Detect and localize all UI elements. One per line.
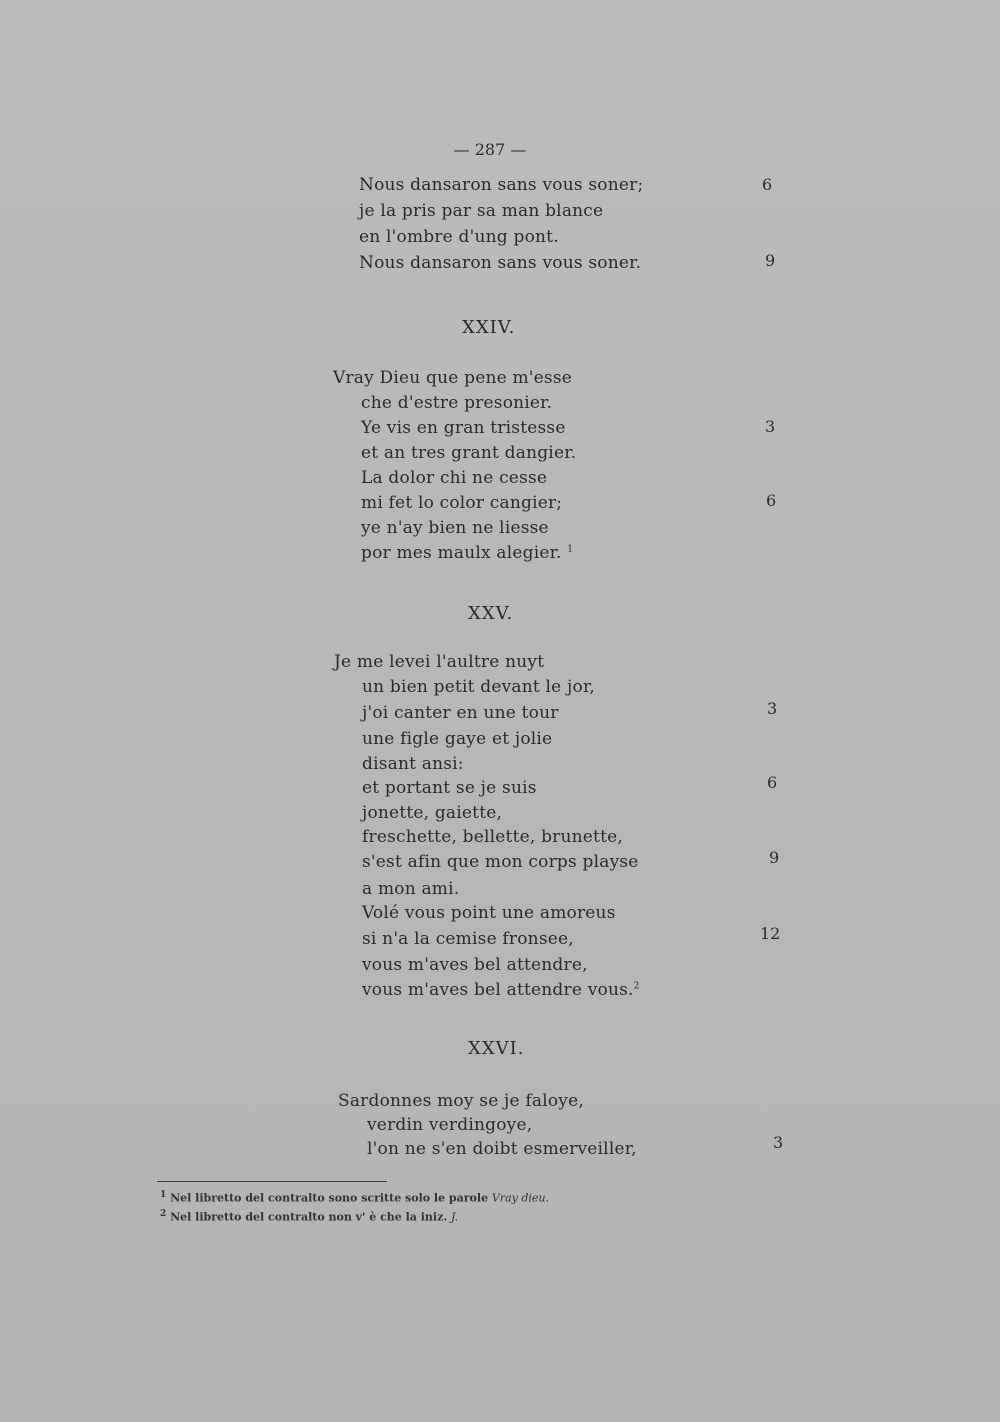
verse-line: une figle gaye et jolie (362, 729, 553, 749)
verse-line: je la pris par sa man blance (359, 201, 604, 221)
footnote-mark: 1 (160, 1190, 167, 1200)
verse-line: Volé vous point une amoreus (362, 903, 616, 923)
line-number: 12 (760, 924, 781, 943)
footnote-italic: Vray dieu. (491, 1191, 550, 1205)
footnote-ref: 1 (567, 544, 574, 555)
footnote-italic: J. (451, 1210, 459, 1224)
verse-line: Ye vis en gran tristesse (361, 418, 566, 438)
verse-line: La dolor chi ne cesse (361, 468, 548, 488)
verse-line: si n'a la cemise fronsee, (362, 929, 574, 949)
page-number: — 287 — (453, 140, 527, 159)
verse-line: s'est afin que mon corps playse (362, 852, 639, 872)
verse-line: l'on ne s'en doibt esmerveiller, (367, 1139, 637, 1159)
verse-text: por mes maulx alegier. (361, 543, 562, 563)
verse-line: Nous dansaron sans vous soner; (359, 175, 644, 195)
verse-line (362, 980, 640, 1000)
verse-line: vous m'aves bel attendre, (362, 955, 588, 975)
line-number: 3 (765, 417, 776, 436)
line-number: 3 (767, 699, 778, 718)
section-heading-xxiv: XXIV. (462, 317, 516, 338)
section-heading-xxv: XXV. (468, 603, 514, 624)
verse-line: disant ansi: (362, 754, 464, 774)
footnote-text: Nel libretto del contralto non v' è che la iniz. (170, 1210, 448, 1224)
verse-line: un bien petit devant le jor, (362, 677, 596, 697)
footnote-ref: 2 (633, 981, 640, 992)
verse-line: Nous dansaron sans vous soner. (359, 253, 642, 273)
verse-line: j'oi canter en une tour (362, 703, 559, 723)
verse-line (361, 543, 573, 563)
footnote-2 (160, 1209, 458, 1224)
verse-line: ye n'ay bien ne liesse (361, 518, 549, 538)
verse-line: en l'ombre d'ung pont. (359, 227, 559, 247)
footnote-mark: 2 (160, 1209, 167, 1219)
footnote-1 (160, 1190, 549, 1205)
verse-line: jonette, gaiette, (362, 803, 503, 823)
verse-line: freschette, bellette, brunette, (362, 827, 623, 847)
verse-line: et portant se je suis (362, 778, 537, 798)
verse-line: mi fet lo color cangier; (361, 493, 563, 513)
verse-line: Vray Dieu que pene m'esse (333, 368, 573, 388)
section-heading-xxvi: XXVI. (468, 1038, 525, 1059)
verse-text: vous m'aves bel attendre vous. (362, 980, 634, 1000)
verse-line: che d'estre presonier. (361, 393, 553, 413)
verse-line: Je me levei l'aultre nuyt (334, 652, 545, 672)
line-number: 6 (766, 491, 777, 510)
line-number: 6 (767, 773, 778, 792)
verse-line: et an tres grant dangier. (361, 443, 577, 463)
line-number: 9 (769, 848, 780, 867)
footnote-text: Nel libretto del contralto sono scritte solo le parole (170, 1191, 489, 1205)
verse-line: Sardonnes moy se je faloye, (338, 1091, 584, 1111)
line-number: 3 (773, 1133, 784, 1152)
line-number: 6 (762, 175, 773, 194)
verse-line: a mon ami. (362, 879, 460, 899)
verse-line: verdin verdingoye, (367, 1115, 533, 1135)
footnote-rule (157, 1181, 387, 1182)
line-number: 9 (765, 251, 776, 270)
